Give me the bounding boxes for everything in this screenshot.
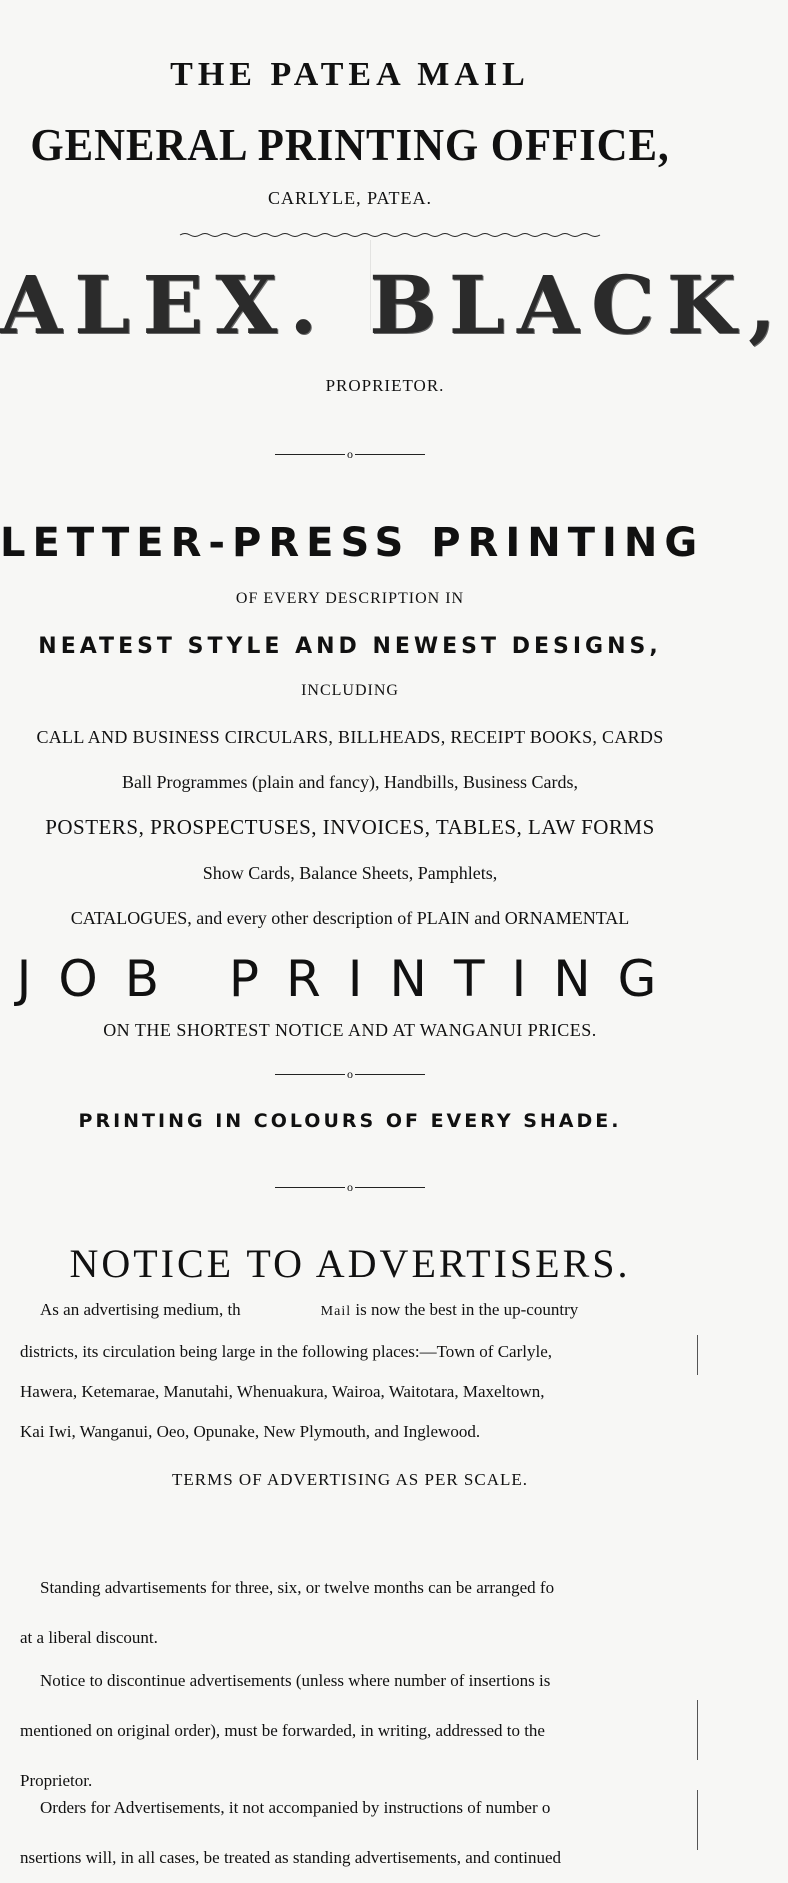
- services-line-4: Show Cards, Balance Sheets, Pamphlets,: [202, 863, 498, 883]
- paragraph-line: Notice to discontinue advertisements (unless where number of insertions is: [40, 1671, 551, 1690]
- description-line: OF EVERY DESCRIPTION IN: [235, 590, 465, 607]
- services-line-1: CALL AND BUSINESS CIRCULARS, BILLHEADS, RECEIPT BOOKS, CARDS: [36, 727, 664, 747]
- paragraph-line: at a liberal discount.: [20, 1628, 158, 1647]
- paragraph-line: [20, 1290, 696, 1332]
- letterpress-heading: LETTER-PRESS PRINTING: [0, 520, 705, 566]
- notice-paragraph-1: [20, 1290, 696, 1452]
- notice-paragraph-2: [20, 1563, 696, 1663]
- page-edge-mark: [697, 1790, 698, 1850]
- office-address: CARLYLE, PATEA.: [267, 188, 433, 208]
- services-line-5: CATALOGUES, and every other description of PLAIN and ORNAMENTAL: [70, 908, 630, 928]
- paragraph-line: Standing advartisements for three, six, or twelve months can be arranged fo: [40, 1578, 555, 1597]
- mail-name: Mail: [320, 1304, 352, 1319]
- divider-mark: o: [347, 1180, 353, 1195]
- including-label: INCLUDING: [301, 682, 399, 699]
- proprietor-label: PROPRIETOR.: [325, 376, 445, 395]
- paragraph-line: Orders for Advertisements, it not accompanied by instructions of number o: [40, 1798, 551, 1817]
- text-span: As an advertising medium, th: [40, 1300, 241, 1319]
- divider-mark: o: [347, 1067, 353, 1082]
- notice-title: NOTICE TO ADVERTISERS.: [69, 1241, 631, 1286]
- paragraph-line: districts, its circulation being large in the following places:—Town of Carlyle,: [20, 1342, 552, 1361]
- paragraph-line: Hawera, Ketemarae, Manutahi, Whenuakura, Wairoa, Waitotara, Maxeltown,: [20, 1382, 545, 1401]
- paragraph-line: Proprietor.: [20, 1771, 93, 1790]
- paragraph-line: mentioned on original order), must be forwarded, in writing, addressed to the: [20, 1721, 545, 1740]
- wavy-rule: [180, 232, 600, 238]
- colours-heading: PRINTING IN COLOURS OF EVERY SHADE.: [78, 1110, 622, 1132]
- paragraph-line: nsertions will, in all cases, be treated as standing advertisements, and continued: [20, 1848, 562, 1867]
- section-divider: [0, 1067, 700, 1083]
- style-heading: NEATEST STYLE AND NEWEST DESIGNS,: [38, 634, 662, 659]
- divider-mark: o: [347, 447, 353, 462]
- section-divider: [0, 447, 700, 463]
- job-printing-heading: JOB PRINTING: [16, 950, 684, 1008]
- page-edge-mark: [697, 1700, 698, 1760]
- section-divider: [0, 1180, 700, 1196]
- terms-heading: TERMS OF ADVERTISING AS PER SCALE.: [171, 1470, 529, 1489]
- paragraph-line: Kai Iwi, Wanganui, Oeo, Opunake, New Plymouth, and Inglewood.: [20, 1422, 481, 1441]
- masthead-title: THE PATEA MAIL: [170, 56, 530, 93]
- notice-paragraph-4: [20, 1783, 696, 1883]
- text-span: is now the best in the up-country: [355, 1300, 579, 1319]
- proprietor-name: ALEX. BLACK,: [0, 258, 788, 352]
- services-line-3: POSTERS, PROSPECTUSES, INVOICES, TABLES, LAW FORMS: [45, 815, 655, 839]
- office-title: GENERAL PRINTING OFFICE,: [30, 119, 670, 170]
- shortest-notice-line: ON THE SHORTEST NOTICE AND AT WANGANUI PRICES.: [103, 1020, 597, 1040]
- page-edge-mark: [697, 1335, 698, 1375]
- services-line-2: Ball Programmes (plain and fancy), Handbills, Business Cards,: [122, 772, 578, 792]
